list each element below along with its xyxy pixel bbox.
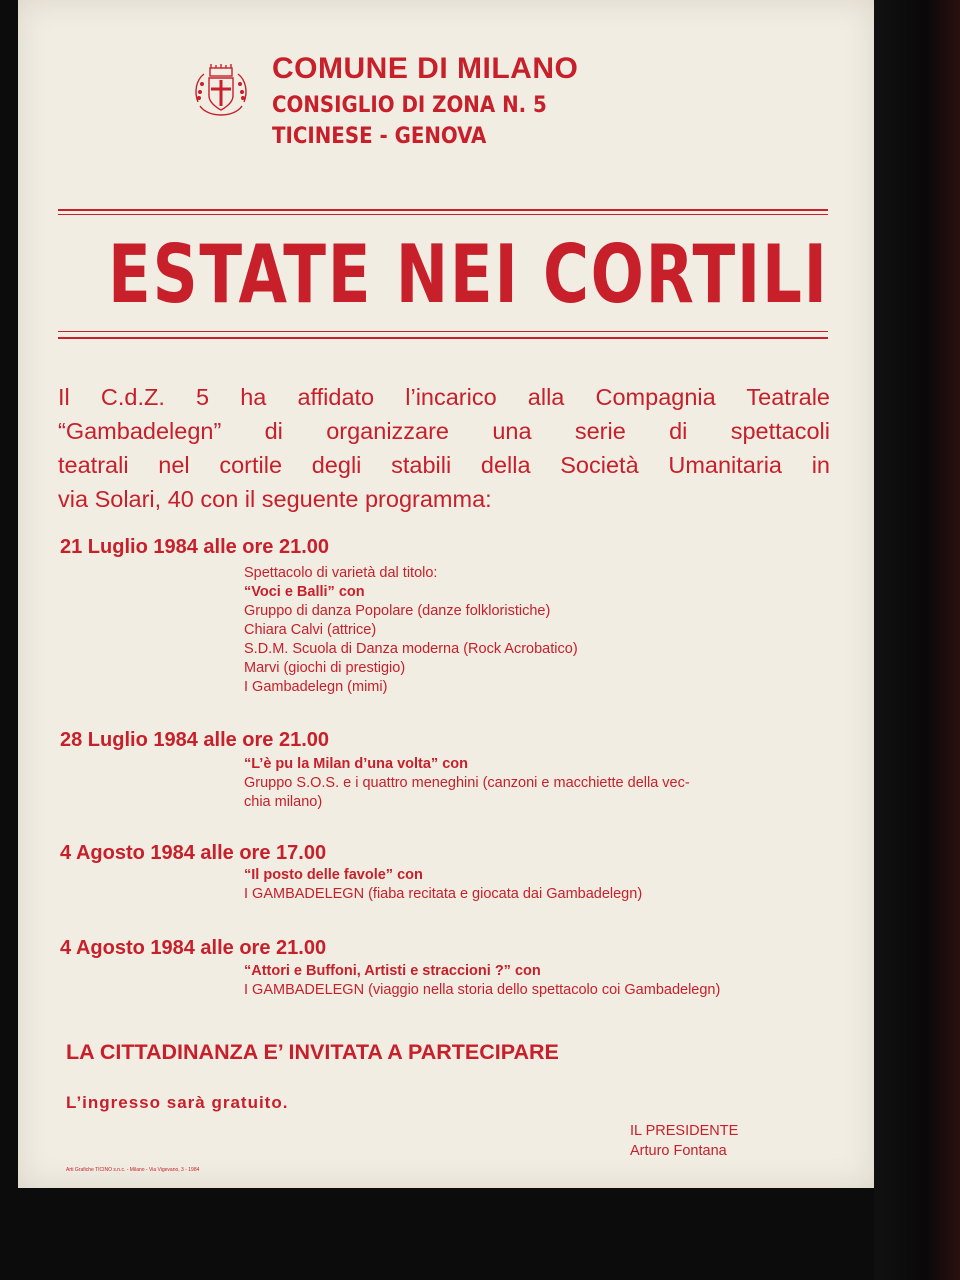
event-details (244, 866, 642, 904)
event-title: “Il posto delle favole” con (244, 867, 423, 883)
title-rule-top (58, 209, 828, 211)
event-line: I Gambadelegn (mimi) (244, 679, 388, 695)
event-line: Gruppo S.O.S. e i quattro meneghini (canzoni e macchiette della vec- (244, 775, 690, 791)
event-line: Chiara Calvi (attrice) (244, 622, 377, 638)
signature-role: IL PRESIDENTE (630, 1123, 739, 1139)
event-date: 28 Luglio 1984 alle ore 21.00 (60, 729, 330, 751)
event-details (244, 962, 720, 1000)
poster-title: ESTATE NEI CORTILI (108, 228, 829, 321)
title-rule-top-thin (58, 214, 828, 215)
event-title: “Attori e Buffoni, Artisti e straccioni ?” con (244, 963, 541, 979)
signature-name: Arturo Fontana (630, 1143, 727, 1159)
event-line: Gruppo di danza Popolare (danze folkloristiche) (244, 603, 551, 619)
event-title: “L’è pu la Milan d’una volta” con (244, 756, 468, 772)
title-rule-bottom (58, 337, 828, 339)
event-date: 21 Luglio 1984 alle ore 21.00 (60, 536, 330, 558)
signature-block (630, 1121, 738, 1161)
invitation-line: LA CITTADINANZA E’ INVITATA A PARTECIPARE (66, 1040, 559, 1064)
event-line: chia milano) (244, 794, 323, 810)
coat-of-arms-icon (190, 62, 252, 124)
district-name: TICINESE - GENOVA (272, 124, 487, 149)
event-line: Marvi (giochi di prestigio) (244, 660, 406, 676)
event-details (244, 755, 834, 812)
intro-line: via Solari, 40 con il seguente programma: (58, 486, 492, 512)
background-curtain (874, 0, 960, 1280)
event-date: 4 Agosto 1984 alle ore 21.00 (60, 937, 327, 959)
city-name: COMUNE DI MILANO (272, 52, 579, 85)
intro-line: “Gambadelegn” di organizzare una serie di spettacoli (58, 418, 830, 444)
intro-paragraph (58, 380, 830, 516)
event-line: S.D.M. Scuola di Danza moderna (Rock Acrobatico) (244, 641, 578, 657)
free-entry-note: L’ingresso sarà gratuito. (66, 1093, 289, 1112)
event-title: “Voci e Balli” con (244, 584, 365, 600)
council-name: CONSIGLIO DI ZONA N. 5 (272, 93, 547, 118)
event-line: Spettacolo di varietà dal titolo: (244, 565, 438, 581)
event-date: 4 Agosto 1984 alle ore 17.00 (60, 842, 327, 864)
event-line: I GAMBADELEGN (viaggio nella storia dello spettacolo coi Gambadelegn) (244, 982, 721, 998)
event-line: I GAMBADELEGN (fiaba recitata e giocata dai Gambadelegn) (244, 886, 643, 902)
intro-line: Il C.d.Z. 5 ha affidato l’incarico alla Compagnia Teatrale (58, 384, 830, 410)
intro-line: teatrali nel cortile degli stabili della Società Umanitaria in (58, 452, 830, 478)
printer-imprint: Arti Grafiche TICINO s.n.c. - Milano - Via Vigevano, 3 - 1984 (66, 1167, 200, 1173)
event-details (244, 564, 578, 697)
title-rule-bottom-thin (58, 331, 828, 332)
